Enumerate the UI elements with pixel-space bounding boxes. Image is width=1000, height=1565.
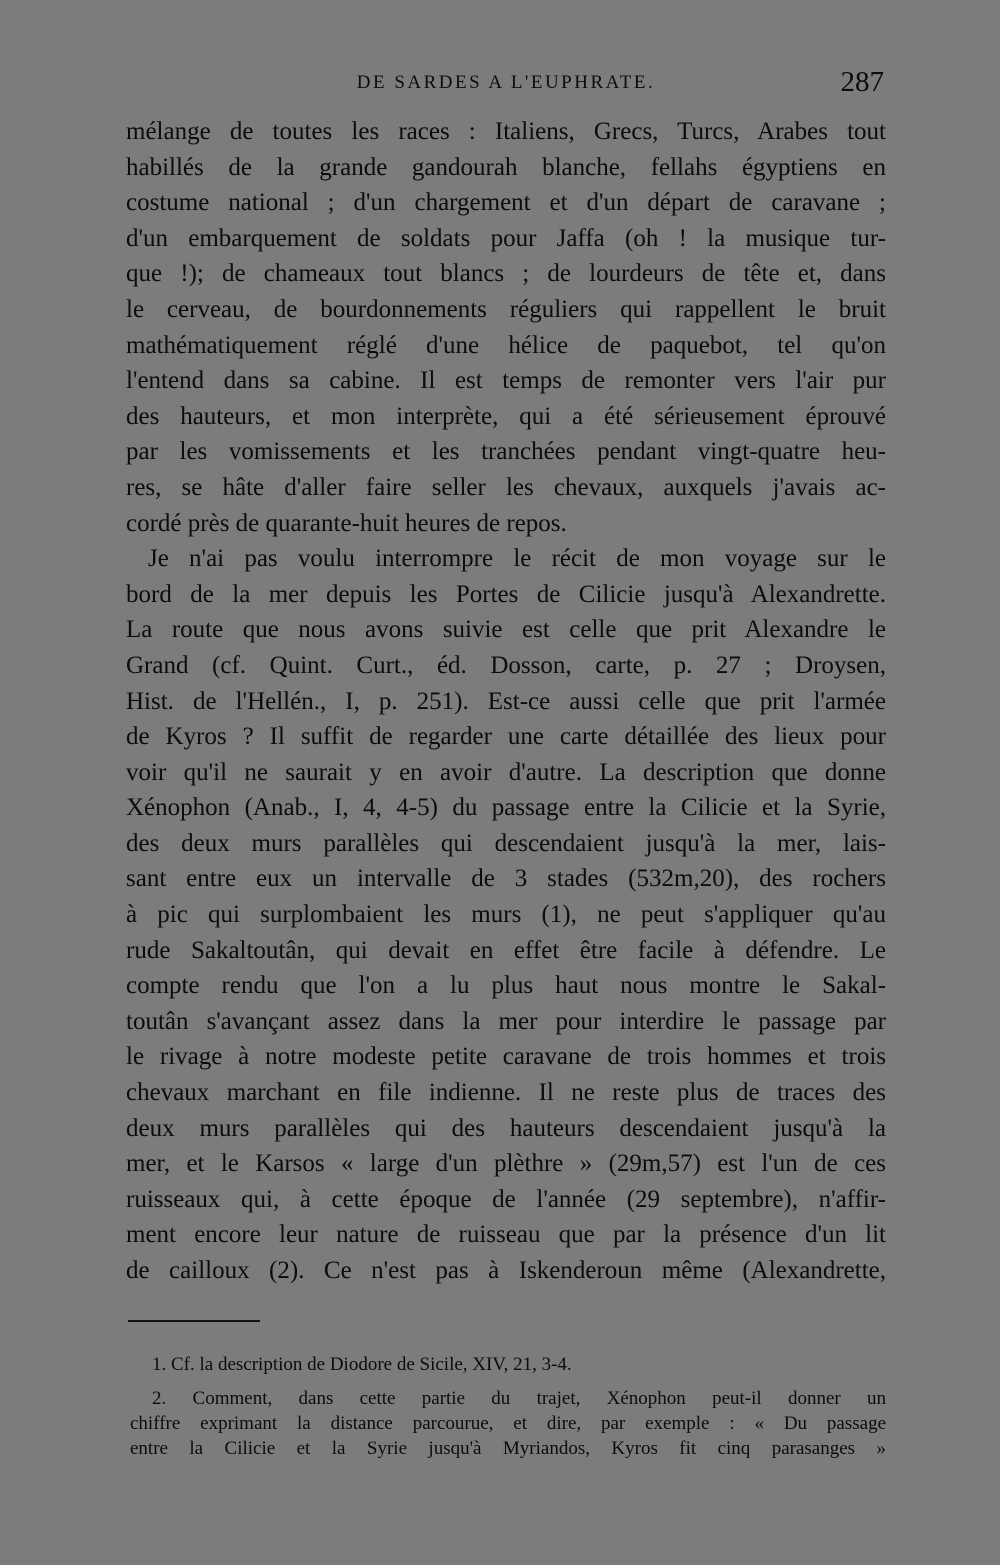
text-line: ment encore leur nature de ruisseau que par la présence d'un lit (126, 1221, 886, 1249)
text-line: à pic qui surplombaient les murs (1), ne peut s'appliquer qu'au (126, 901, 886, 929)
text-line: La route que nous avons suivie est celle que prit Alexandre le (126, 616, 886, 644)
text-line: de cailloux (2). Ce n'est pas à Iskenderoun même (Alexandrette, (126, 1257, 886, 1284)
text-line: Grand (cf. Quint. Curt., éd. Dosson, carte, p. 27 ; Droysen, (126, 651, 886, 679)
footnote-1: 1. Cf. la description de Diodore de Sicile, XIV, 21, 3-4. (152, 1354, 572, 1375)
text-line: habillés de la grande gandourah blanche, fellahs égyptiens en (126, 153, 886, 181)
text-line: mer, et le Karsos « large d'un plèthre » (29m,57) est l'un de ces (126, 1150, 886, 1178)
text-line: compte rendu que l'on a lu plus haut nous montre le Sakal- (126, 972, 886, 1000)
text-line: d'un embarquement de soldats pour Jaffa (oh ! la musique tur- (126, 224, 886, 252)
body-text (126, 114, 886, 1289)
text-line: ruisseaux qui, à cette époque de l'année (29 septembre), n'affir- (126, 1185, 886, 1213)
text-line: voir qu'il ne saurait y en avoir d'autre. La description que donne (126, 758, 886, 786)
text-line: Hist. de l'Hellén., I, p. 251). Est-ce aussi celle que prit l'armée (126, 687, 886, 715)
text-line: que !); de chameaux tout blancs ; de lourdeurs de tête et, dans (126, 260, 886, 288)
text-line: bord de la mer depuis les Portes de Cilicie jusqu'à Alexandrette. (126, 580, 886, 608)
text-line: par les vomissements et les tranchées pendant vingt-quatre heu- (126, 438, 886, 466)
text-line: rude Sakaltoutân, qui devait en effet être facile à défendre. Le (126, 936, 886, 964)
text-line: res, se hâte d'aller faire seller les chevaux, auxquels j'avais ac- (126, 473, 886, 501)
text-line: sant entre eux un intervalle de 3 stades (532m,20), des rochers (126, 865, 886, 893)
text-line: de Kyros ? Il suffit de regarder une carte détaillée des lieux pour (126, 723, 886, 751)
text-line: des hauteurs, et mon interprète, qui a été sérieusement éprouvé (126, 402, 886, 430)
page-number: 287 (840, 66, 884, 98)
text-line: mélange de toutes les races : Italiens, Grecs, Turcs, Arabes tout (126, 118, 886, 145)
footnote-2-line: entre la Cilicie et la Syrie jusqu'à Myriandos, Kyros fit cinq parasanges » (130, 1438, 886, 1459)
text-line: costume national ; d'un chargement et d'un départ de caravane ; (126, 189, 886, 217)
text-line: le cerveau, de bourdonnements réguliers qui rappellent le bruit (126, 295, 886, 323)
text-line: cordé près de quarante-huit heures de repos. (126, 509, 567, 537)
text-line: deux murs parallèles qui des hauteurs descendaient jusqu'à la (126, 1114, 886, 1142)
text-line: l'entend dans sa cabine. Il est temps de remonter vers l'air pur (126, 367, 886, 395)
text-line: toutân s'avançant assez dans la mer pour interdire le passage par (126, 1007, 886, 1035)
footnote-2: 2. Comment, dans cette partie du trajet, Xénophon peut-il donner un (152, 1388, 886, 1409)
paragraph-start: Je n'ai pas voulu interrompre le récit de mon voyage sur le (148, 545, 886, 573)
footnote-separator (128, 1320, 260, 1322)
text-line: mathématiquement réglé d'une hélice de paquebot, tel qu'on (126, 331, 886, 359)
footnote-2-line: chiffre exprimant la distance parcourue, et dire, par exemple : « Du passage (130, 1413, 886, 1434)
text-line: Xénophon (Anab., I, 4, 4-5) du passage entre la Cilicie et la Syrie, (126, 794, 886, 822)
footnotes (130, 1352, 886, 1461)
text-line: chevaux marchant en file indienne. Il ne reste plus de traces des (126, 1079, 886, 1107)
text-line: le rivage à notre modeste petite caravane de trois hommes et trois (126, 1043, 886, 1071)
page-header (126, 66, 886, 106)
running-title: DE SARDES A L'EUPHRATE. (356, 72, 656, 93)
text-line: des deux murs parallèles qui descendaient jusqu'à la mer, lais- (126, 829, 886, 857)
